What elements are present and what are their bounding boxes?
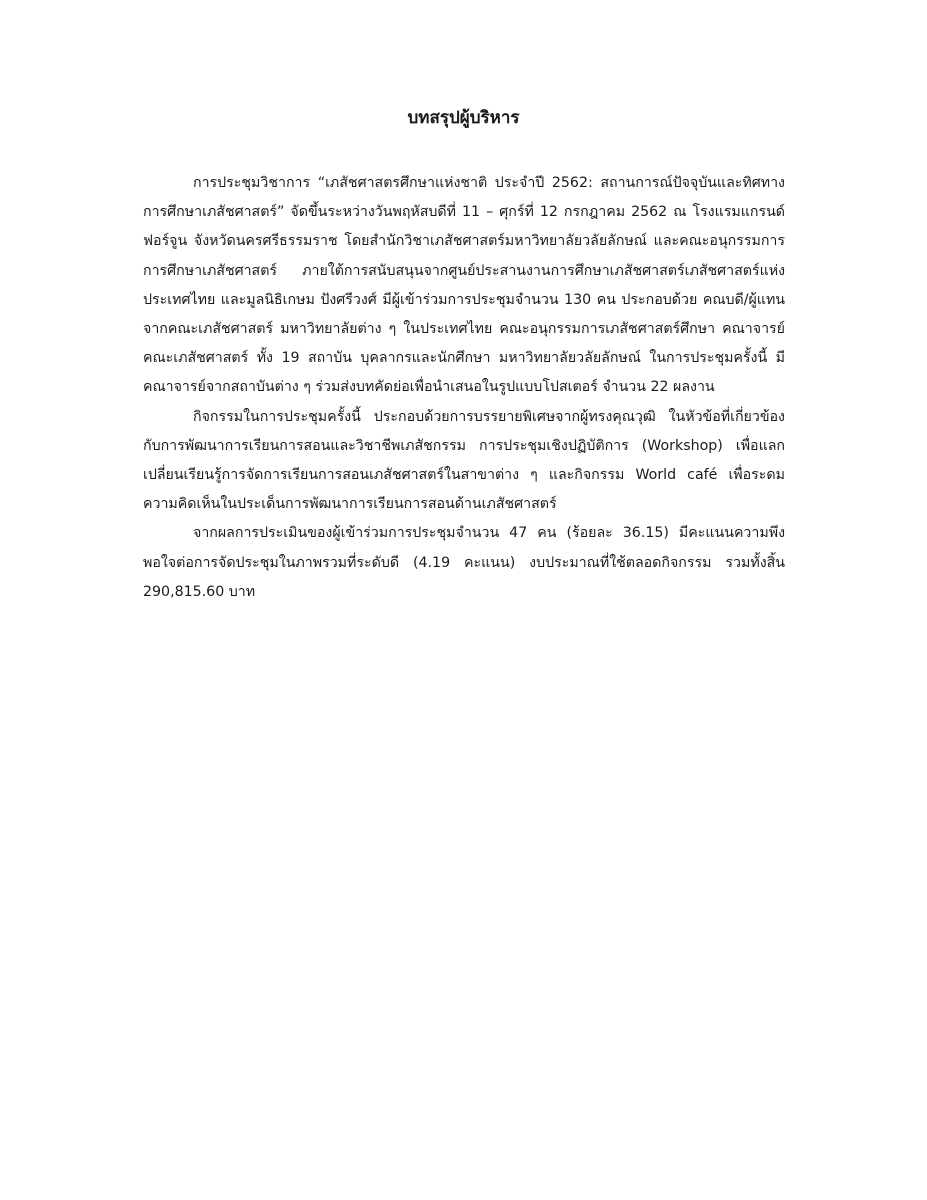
page-title: บทสรุปผู้บริหาร (407, 108, 520, 128)
paragraph-evaluation-budget: จากผลการประเมินของผู้เข้าร่วมการประชุมจำนวน 47 คน (ร้อยละ 36.15) มีคะแนนความพึงพอใจต่อการจัดประชุมในภาพรวมที่ระดับดี (4.19 คะแนน) งบประมาณที่ใช้ตลอดกิจกรรม รวมทั้งสิ้น 290,815.60 บาท (143, 525, 785, 600)
paragraph-activities: กิจกรรมในการประชุมครั้งนี้ ประกอบด้วยการบรรยายพิเศษจากผู้ทรงคุณวุฒิ ในหัวข้อที่เกี่ยวข้องกับการพัฒนาการเรียนการสอนและวิชาชีพเภสัชกรรม การประชุมเชิงปฏิบัติการ (Workshop) เพื่อแลกเปลี่ยนเรียนรู้การจัดการเรียนการสอนเภสัชศาสตร์ในสาขาต่าง ๆ และกิจกรรม World café เพื่อระดมความคิดเห็นในประเด็นการพัฒนาการเรียนการสอนด้านเภสัชศาสตร์ (143, 408, 785, 513)
paragraph-conference-overview: การประชุมวิชาการ “เภสัชศาสตรศึกษาแห่งชาติ ประจำปี 2562: สถานการณ์ปัจจุบันและทิศทางการศึกษาเภสัชศาสตร์” จัดขึ้นระหว่างวันพฤหัสบดีที่ 11 – ศุกร์ที่ 12 กรกฎาคม 2562 ณ โรงแรมแกรนด์ฟอร์จูน จังหวัดนครศรีธรรมราช โดยสำนักวิชาเภสัชศาสตร์มหาวิทยาลัยวลัยลักษณ์ และคณะอนุกรรมการการศึกษาเภสัชศาสตร์ ภายใต้การสนับสนุนจากศูนย์ประสานงานการศึกษาเภสัชศาสตร์เภสัชศาสตร์แห่งประเทศไทย และมูลนิธิเกษม ปังศรีวงศ์ มีผู้เข้าร่วมการประชุมจำนวน 130 คน ประกอบด้วย คณบดี/ผู้แทนจากคณะเภสัชศาสตร์ มหาวิทยาลัยต่าง ๆ ในประเทศไทย คณะอนุกรรมการเภสัชศาสตร์ศึกษา คณาจารย์คณะเภสัชศาสตร์ ทั้ง 19 สถาบัน บุคลากรและนักศึกษา มหาวิทยาลัยวลัยลักษณ์ ในการประชุมครั้งนี้ มีคณาจารย์จากสถาบันต่าง ๆ ร่วมส่งบทคัดย่อเพื่อนำเสนอในรูปแบบโปสเตอร์ จำนวน 22 ผลงาน (143, 175, 785, 396)
document-body (143, 169, 785, 607)
